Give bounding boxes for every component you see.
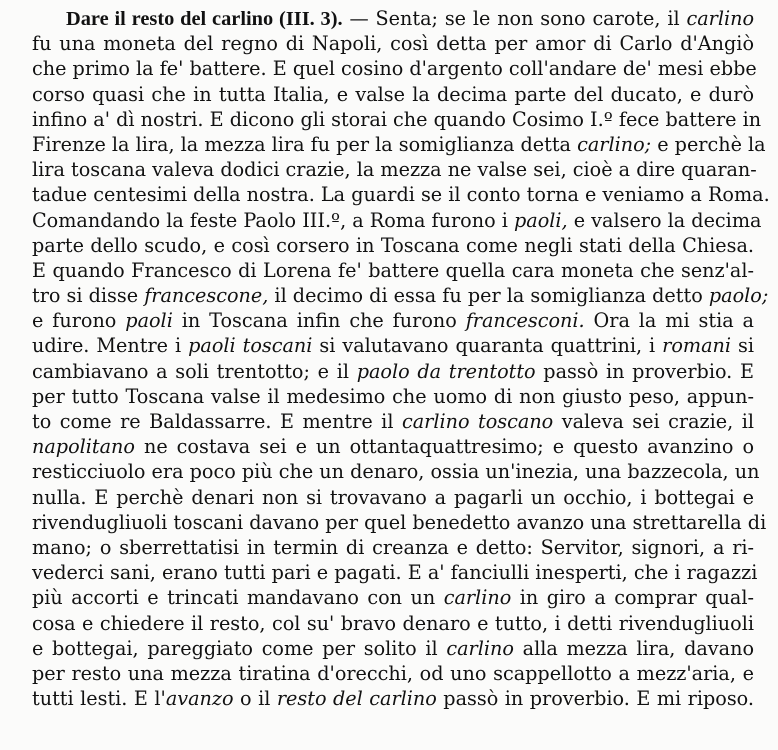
text-run: passò in proverbio. E — [535, 359, 754, 383]
text-line — [32, 283, 769, 308]
italic-term: francescone, — [144, 284, 269, 308]
text-run: Comandando la feste Paolo III.º, a Roma furono i — [32, 208, 514, 232]
italic-term: carlino — [446, 636, 514, 660]
italic-term: romani — [662, 334, 732, 358]
text-line — [32, 636, 754, 661]
text-run: cosa e chiedere il resto, col su' bravo denaro e tutto, i detti rivendugliuoli — [32, 611, 754, 635]
text-run: e furono — [32, 309, 126, 333]
text-run: to come re Baldassarre. E mentre il — [32, 410, 402, 433]
italic-term: carlino; — [577, 132, 652, 156]
text-run: si — [731, 334, 754, 358]
text-line — [32, 459, 760, 484]
text-line — [32, 510, 767, 535]
italic-term: paoli toscani — [188, 334, 313, 358]
italic-term: carlino — [443, 586, 512, 610]
text-run: tutti lesti. E l' — [32, 687, 166, 711]
text-run: che primo la fe' battere. E quel cosino d'argento coll'andare de' mesi ebbe — [32, 57, 757, 81]
text-run: tadue centesimi della nostra. La guardi se il conto torna e veniamo a Roma. — [32, 183, 770, 207]
text-line — [32, 611, 754, 636]
text-line — [32, 560, 758, 585]
italic-term: paoli, — [513, 208, 568, 232]
text-line — [32, 535, 754, 560]
text-run: in Toscana infin che furono — [172, 309, 466, 333]
text-line — [32, 384, 754, 409]
text-line — [32, 31, 754, 56]
text-line — [32, 434, 754, 459]
text-run: il decimo di essa fu per la somiglianza detto — [268, 284, 709, 308]
text-run: nulla. E perchè denari non si trovavano a pagarli un occhio, i bottegai e — [32, 485, 754, 509]
text-run: udire. Mentre i — [32, 334, 189, 358]
italic-term: carlino — [686, 7, 755, 30]
text-run: infino a' dì nostri. E dicono gli storai che quando Cosimo I.º fece battere in — [32, 107, 762, 131]
italic-term: paolo; — [708, 284, 769, 308]
text-run: lira toscana valeva dodici crazie, la mezza ne valse sei, cioè a dire quaran- — [32, 158, 757, 182]
italic-term: carlino toscano — [401, 410, 554, 433]
text-line — [32, 157, 757, 182]
text-line — [32, 56, 757, 81]
text-line — [32, 661, 754, 686]
italic-term: francesconi. — [465, 309, 585, 333]
text-run: e perchè la — [651, 132, 766, 156]
text-run: per tutto Toscana valse il medesimo che uomo di non giusto peso, appun- — [32, 384, 754, 408]
text-line — [32, 6, 754, 31]
text-line — [32, 107, 762, 132]
text-run: o il — [233, 687, 277, 711]
text-line — [32, 333, 754, 358]
italic-term: paolo da trentotto — [356, 359, 536, 383]
text-run: cambiavano a soli trentotto; e il — [32, 359, 357, 383]
text-run: rivendugliuoli toscani davano per quel benedetto avanzo una strettarella di — [32, 510, 767, 534]
text-line — [32, 585, 754, 610]
text-run: ne costava sei e un ottantaquattresimo; e questo avanzino o — [134, 435, 754, 459]
text-run: — Senta; se le non sono carote, il — [342, 7, 687, 30]
text-line — [32, 359, 754, 384]
italic-term: avanzo — [165, 687, 234, 711]
text-run: e bottegai, pareggiato come per solito il — [32, 636, 447, 660]
text-line — [32, 82, 754, 107]
text-line — [32, 258, 754, 283]
text-line — [32, 686, 754, 711]
text-run: passò in proverbio. E mi riposo. — [436, 687, 754, 711]
text-run: tro si disse — [32, 284, 145, 308]
text-run: parte dello scudo, e così corsero in Toscana come negli stati della Chiesa. — [32, 233, 754, 257]
text-run: fu una moneta del regno di Napoli, così detta per amor di Carlo d'Angiò — [32, 32, 754, 56]
text-line — [32, 132, 766, 157]
italic-term: napolitano — [32, 435, 135, 459]
text-run: valeva sei crazie, il — [553, 410, 754, 433]
text-run: mano; o sberrettatisi in termin di creanza e detto: Servitor, signori, a ri- — [32, 535, 754, 559]
entry-heading: Dare il resto del carlino (III. 3). — [66, 8, 343, 30]
text-run: alla mezza lira, davano — [513, 636, 754, 660]
text-run: in giro a comprar qual- — [511, 586, 754, 610]
text-run: Firenze la lira, la mezza lira fu per la somiglianza detta — [32, 132, 578, 156]
text-run: E quando Francesco di Lorena fe' battere quella cara moneta che senz'al- — [32, 258, 754, 282]
text-run: più accorti e trincati mandavano con un — [32, 586, 444, 610]
text-line — [32, 308, 754, 333]
text-run: e valsero la decima — [567, 208, 762, 232]
text-run: resticciuolo era poco più che un denaro, ossia un'inezia, una bazzecola, un — [32, 460, 760, 484]
text-run: corso quasi che in tutta Italia, e valse la decima parte del ducato, e durò — [32, 82, 754, 106]
text-line — [32, 182, 770, 207]
text-run: vederci sani, erano tutti pari e pagati. E a' fanciulli inesperti, che i ragazzi — [32, 561, 758, 585]
text-line — [32, 233, 754, 258]
text-run: Ora la mi stia a — [584, 309, 754, 333]
italic-term: resto del carlino — [276, 687, 437, 711]
text-line — [32, 208, 762, 233]
text-run: si valutavano quaranta quattrini, i — [312, 334, 663, 358]
text-line — [32, 409, 754, 434]
text-line — [32, 485, 754, 510]
italic-term: paoli — [125, 309, 173, 333]
proverb-entry — [32, 6, 770, 711]
text-run: per resto una mezza tiratina d'orecchi, od uno scappellotto a mezz'aria, e — [32, 661, 754, 685]
